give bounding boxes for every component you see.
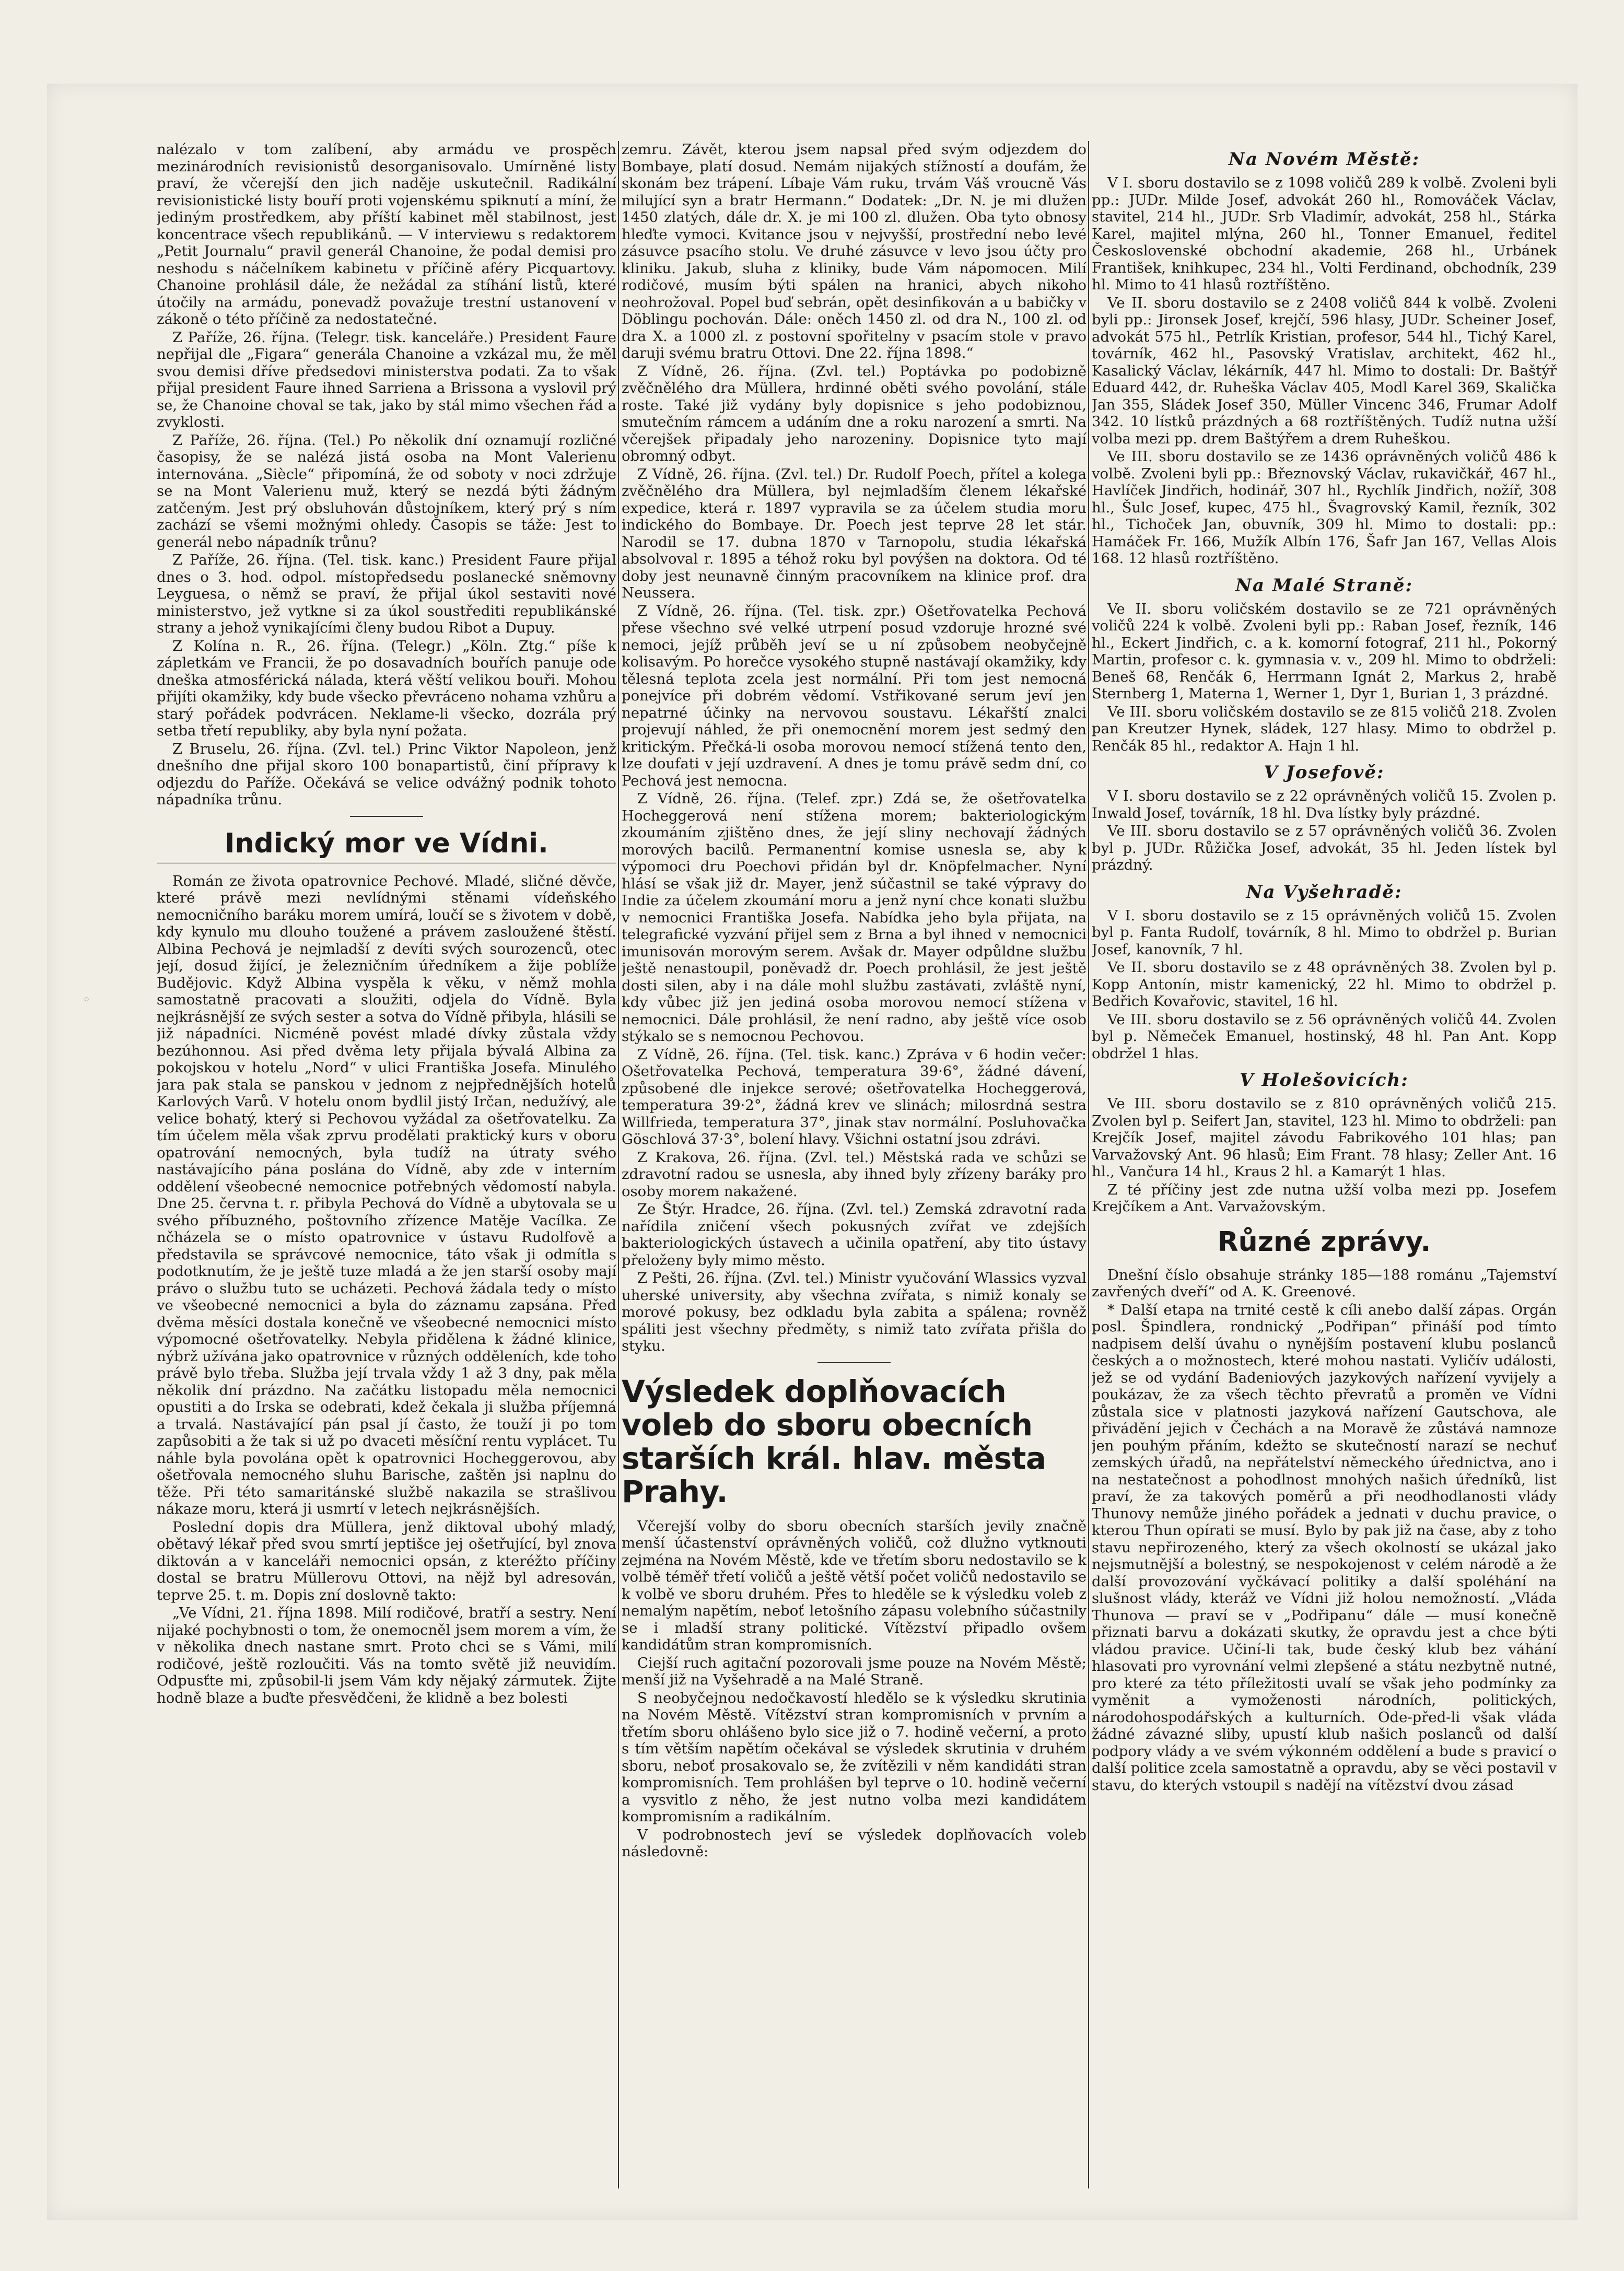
article-paragraph: nalézalo v tom zalíbení, aby armádu ve prospěch mezinárodních revisionistů desorganisovalo. Umírněné listy praví, že včerejší den jich naděje uskutečnil. Radikální revisionistické listy bouří proti vojenskému spiknutí a míní, že jediným prostředkem, aby příští kabinet měl stabilnost, jest koncentrace všech republikánů. — V interviewu s redaktorem „Petit Journalu“ pravil generál Chanoine, že podal demisi pro neshodu s náčelníkem kabinetu v příčině aféry Picquartovy. Chanoine prohlásil dále, že nežádal za stíhání listů, které útočily na armádu, ponevadž považuje trestní ustanovení v zákoně o této příčině za nedostatečné.	[157, 141, 616, 327]
article-paragraph: Ve III. sboru voličském dostavilo se ze 815 voličů 218. Zvolen pan Kreutzer Hynek, sládek, 127 hlasy. Mimo to obdržel p. Renčák 85 hl., redaktor A. Hajn 1 hl.	[1092, 703, 1557, 754]
article-paragraph: „Ve Vídni, 21. října 1898. Milí rodičové, bratří a sestry. Není nijaké pochybnosti o tom, že onemocněl jsem morem a vím, že v několika dnech nastane smrt. Proto chci se s Vámi, milí rodičové, ještě rozloučiti. Vás na tomto světě již neuvidím. Odpusťte mi, způsobil-li jsem Vám kdy nějaký zármutek. Žijte hodně blaze a buďte přesvědčeni, že klidně a bez bolesti	[157, 1605, 616, 1706]
column-rule-2	[1088, 141, 1089, 2188]
article-paragraph: Z Vídně, 26. října. (Tel. tisk. zpr.) Ošetřovatelka Pechová přese všechno své velké utrpení posud vzdoruje hrozné své nemoci, jejíž průběh jeví se u ní způsobem neobyčejně kolisavým. Po horečce vysokého stupně nastávají okamžiky, kdy tělesná teplota zcela jest normální. Při tom jest nemocná ponejvíce při dobrém vědomí. Vstřikované serum jeví jen nepatrné účinky na nervovou soustavu. Lékařští znalci projevují náhled, že při onemocnění morem jest sedmý den kritickým. Přečká-li osoba morovou nemocí stížená tento den, lze doufati v její uzdravení. A dnes je tomu právě sedm dní, co Pechová jest nemocna.	[622, 602, 1086, 789]
subheading-holesovice: V Holešovicích:	[1240, 1070, 1409, 1091]
article-paragraph: Ve III. sboru dostavilo se ze 1436 oprávněných voličů 486 k volbě. Zvoleni byli pp.: Březnovský Václav, rukavičkář, 467 hl., Havlíček Jindřich, hodinář, 307 hl., Rychlík Jindřich, nožíř, 308 hl., Šulc Josef, kupec, 475 hl., Švagrovský Kamil, řezník, 302 hl., Tichoček Jan, obuvník, 309 hl. Mimo to dostali: pp.: Hamáček Fr. 166, Mužík Albín 176, Šafr Jan 167, Vellas Alois 168. 12 hlasů roztříštěno.	[1092, 448, 1557, 567]
section-divider	[350, 816, 423, 817]
article-paragraph: Ve II. sboru voličském dostavilo se ze 721 oprávněných voličů 224 k volbě. Zvoleni byli pp.: Raban Josef, řezník, 146 hl., Eckert Jindřich, c. a k. komorní fotograf, 211 hl., Pokorný Martin, profesor c. k. gymnasia v. v., 209 hl. Mimo to obdrželi: Beneš 68, Renčák 6, Herrmann Ignát 2, Markus 2, hrabě Sternberg 1, Materna 1, Werner 1, Dyr 1, Burian 1, 3 prázdné.	[1092, 600, 1557, 702]
article-paragraph: Ve III. sboru dostavilo se z 810 oprávněných voličů 215. Zvolen byl p. Seifert Jan, stavitel, 123 hl. Mimo to obdrželi: pan Krejčík Josef, majitel závodu Fabrikového 101 hlas; pan Varvažovský Ant. 96 hlasů; Eim Frant. 78 hlasy; Zeller Ant. 16 hl., Vančura 14 hl., Kraus 2 hl. a Kamarýt 1 hlas.	[1092, 1095, 1557, 1180]
article-paragraph: Z Pešti, 26. října. (Zvl. tel.) Ministr vyučování Wlassics vyzval uherské university, aby všechna zvířata, s nimiž konaly se morové pokusy, bez odkladu byla zabita a spálena; rovněž spáliti jest všechny předměty, s nimiž tato zvířata přišla do styku.	[622, 1270, 1086, 1354]
article-paragraph: Z Vídně, 26. října. (Zvl. tel.) Dr. Rudolf Poech, přítel a kolega zvěčnělého dra Müllera, byl nejmladším členem lékařské expedice, která r. 1897 vypravila se za účelem studia moru indického do Bombaye. Dr. Poech jest teprve 28 let stár. Narodil se 17. dubna 1870 v Tarnopolu, studia lékařská absolvoval r. 1895 a téhož roku byl povýšen na doktora. Od té doby jest neunavně činným pracovníkem na klinice prof. dra Neussera.	[622, 465, 1086, 601]
subheading-mala-strana: Na Malé Straně:	[1235, 575, 1413, 596]
article-paragraph: V I. sboru dostavilo se z 22 oprávněných voličů 15. Zvolen p. Inwald Josef, továrník, 18 hl. Dva lístky byly prázdné.	[1092, 788, 1557, 822]
subheading-nove-mesto: Na Novém Městě:	[1228, 149, 1420, 170]
article-paragraph: Z Vídně, 26. října. (Zvl. tel.) Poptávka po podobizně zvěčnělého dra Müllera, hrdinné oběti svého povolání, stále roste. Také již vydány byly dopisnice s jeho podobiznou, smutečním rámcem a udáním dne a roku narození a smrti. Na včerejšek připadaly jeho narozeniny. Dopisnice tyto mají obromný odbyt.	[622, 362, 1086, 464]
article-paragraph: Včerejší volby do sboru obecních starších jevily značně menší účastenství oprávněných voličů, což dlužno vytknouti zejména na Novém Městě, kde ve třetím sboru nedostavilo se k volbě téměř třetí voličů a ještě větší počet voličů nedostavilo se k volbě ve sboru druhém. Přes to hleděle se k výsledku voleb z nemalým napětím, neboť letošního zápasu volebního súčastnily se i mladší strany politické. Vítězství připadlo ovšem kandidátům stran kompromisních.	[622, 1517, 1086, 1653]
article-paragraph: Z Krakova, 26. října. (Zvl. tel.) Městská rada ve schůzi se zdravotní radou se usnesla, aby ihned byly zřízeny baráky pro osoby morem nakažené.	[622, 1149, 1086, 1200]
article-paragraph: S neobyčejnou nedočkavostí hledělo se k výsledku skrutinia na Novém Městě. Vítězství stran kompromisních v prvním a třetím sboru ohlášeno bylo sice již o 7. hodině večerní, a proto s tím větším napětím očekával se výsledek skrutinia v druhém sboru, neboť prosakovalo se, že zvítězili v něm kandidáti stran kompromisních. Tem prohlášen byl teprve o 10. hodině večerní a vysvitlo z něho, že jest nutno volba mezi kandidátem kompromisním a radikálním.	[622, 1689, 1086, 1825]
article-paragraph: Román ze života opatrovnice Pechové. Mladé, sličné děvče, které právě mezi nevlídnými stěnami vídeňského nemocničního baráku morem umírá, loučí se s životem v době, kdy kynulo mu dlouho toužené a právem zasloužené štěstí. Albina Pechová je nejmladší z devíti svých sourozenců, otec její, dosud žijící, je železničním úředníkem a žije poblíže Budějovic. Když Albina vyspěla k věku, v němž mohla samostatně pracovati a sloužiti, odjela do Vídně. Byla nejkrásnější ze svých sester a sotva do Vídně přibyla, hlásili se již nápadníci. Nicméně povést mladé dívky zůstala vždy bezúhonnou. Asi před dvěma lety přijala bývalá Albina za pokojskou v hotelu „Nord“ v ulici Františka Josefa. Minulého jara pak stala se panskou v jednom z nejpřednějších hotelů Karlových Varů. V hotelu onom bydlil jistý Irčan, nedužívý, ale velice bohatý, který si Pechovou vyžádal za ošetřovatelku. Za tím účelem měla však zprvu prodělati praktický kurs v oboru opatrování nemocných, byla tudíž na útraty svého nastávajícího pána poslána do Vídně, aby zde v interním oddělení všeobecné nemocnice potřebných vědomostí nabyla. Dne 25. června t. r. přibyla Pechová do Vídně a ubytovala se u svého příbuzného, poštovního zřízence Matěje Vacílka. Ze nčházela se o místo opatrovnice v ústavu Rudolfově a představila se správcové nemocnice, táto však ji odmítla s podotknutím, že je ještě tuze mladá a že jen starší osoby mají právo o službu tuto se ucházeti. Pechová žádala tedy o místo ve všeobecné nemocnici a byla do záznamu zapsána. Před dvěma měsíci dostala konečně ve všeobecné nemocnici místo výpomocné ošetřovatelky. Nebyla přidělena k žádné klinice, nýbrž užívána jako opatrovnice v různých odděleních, kde toho právě bylo třeba. Služba její trvala vždy 1 až 3 dny, pak měla několik dní prázdno. Na začátku listopadu měla nemocnici opustiti a do Irska se odebrati, kdež čekala ji služba příjemná a trvalá. Nastávající pán psal jí často, že touží ji po tom zapůsobiti a že tak si už po dvaceti měsíční rentu vyplácet. Tu náhle byla povolána opět k opatrovnici Hocheggerovou, aby ošetřovala nemocného sluhu Barische, zaštěn jsi naplnu do těže. Při této samaritánské službě nakazila se strašlivou nákaze moru, která ji usmrtí v letech nejkrásnějších.	[157, 872, 616, 1517]
article-paragraph: Z Paříže, 26. října. (Tel. tisk. kanc.) President Faure přijal dnes o 3. hod. odpol. místopředsedu poslanecké sněmovny Leyguesa, o němž se praví, že přijal úkol sestaviti nové ministerstvo, jež vytkne si za úkol soustřediti republikánské strany a jehož vynikajícími členy budou Ribot a Dupuy.	[157, 552, 616, 636]
article-paragraph: Ze Štýr. Hradce, 26. října. (Zvl. tel.) Zemská zdravotní rada nařídila zničení všech pokusných zvířat ve zdejších bakteriologických ústavech a učinila opatření, aby tito ústavy přeloženy byly mimo město.	[622, 1201, 1086, 1269]
article-paragraph: V I. sboru dostavilo se z 15 oprávněných voličů 15. Zvolen byl p. Fanta Rudolf, továrník, 8 hl. Mimo to obdržel p. Burian Josef, kanovník, 7 hl.	[1092, 907, 1557, 958]
article-paragraph: V podrobnostech jeví se výsledek doplňovacích voleb následovně:	[622, 1826, 1086, 1860]
article-paragraph: Z Vídně, 26. října. (Telef. zpr.) Zdá se, že ošetřovatelka Hocheggerová není stížena morem; bakteriologickým zkoumáním zjištěno dnes, že její sliny nechovají žádných morových bacilů. Permanentní komise usnesla se, aby k výpomoci dru Poechovi přidán byl dr. Knöpfelmacher. Nyní hlásí se však již dr. Mayer, jenž súčastnil se také výpravy do Indie za účelem zkoumání moru a jenž nyní chce konati službu v nemocnici Františka Josefa. Nabídka jeho byla přijata, na telegrafické vyzvání přijel sem z Brna a byl ihned v nemocnici imunisován morovým serem. Avšak dr. Mayer odpůldne službu ještě nenastoupil, poněvadž dr. Poech prohlásil, že jest ještě dosti silen, aby i na dále mohl službu zastávati, zvláště nyní, kdy vůbec již jen jediná osoba morovou nemocí stížena v nemocnici. Dále prohlásil, že není radno, aby ještě více osob stýkalo se s nemocnou Pechovou.	[622, 790, 1086, 1045]
column-3	[1092, 141, 1557, 2209]
subheading-vysehrad: Na Vyšehradě:	[1246, 881, 1403, 903]
column-1	[157, 141, 616, 2209]
article-paragraph: Z Vídně, 26. října. (Tel. tisk. kanc.) Zpráva v 6 hodin večer: Ošetřovatelka Pechová, temperatura 39·6°, žádné dávení, způsobené dle injekce serové; ošetřovatelka Hocheggerová, temperatura 39·2°, žádná krev ve slinách; milosrdná sestra Willfrieda, temperatura 37°, jinak stav normální. Posluhovačka Göschlová 37·3°, bolení hlavy. Všichni ostatní jsou zdrávi.	[622, 1046, 1086, 1148]
column-2	[622, 141, 1086, 2209]
margin-mark: ◦	[83, 992, 91, 1008]
article-paragraph: Z Paříže, 26. října. (Telegr. tisk. kanceláře.) President Faure nepřijal dle „Figara“ generála Chanoine a vzkázal mu, že měl svou demisi dříve předsedovi ministerstva podati. Za to však přijal president Faure ihned Sarriena a Brissona a vyslovil prý se, že Chanoine choval se tak, jako by stál mimo všechen řád a zvyklosti.	[157, 329, 616, 430]
column-rule-1	[618, 141, 619, 2188]
headline-vysledek-voleb: Výsledek doplňovacích voleb do sboru obecních starších král. hlav. města Prahy.	[622, 1373, 1046, 1509]
article-paragraph: Z Paříže, 26. října. (Tel.) Po několik dní oznamují rozličné časopisy, že se nalézá jistá osoba na Mont Valerienu internována. „Siècle“ připomíná, že od soboty v noci zdržuje se na Mont Valerienu muž, který se nezdá býti žádným zatčeným. Jest prý obsluhován důstojníkem, který prý s ním zachází se všemi možnými ohledy. Časopis se táže: Jest to generál nebo nápadník trůnu?	[157, 431, 616, 551]
article-paragraph: Z Bruselu, 26. října. (Zvl. tel.) Princ Viktor Napoleon, jenž dnešního dne přijal skoro 100 bonapartistů, činí přípravy k odjezdu do Paříže. Očekává se velice odvážný podnik tohoto nápadníka trůnu.	[157, 740, 616, 808]
article-paragraph: zemru. Závět, kterou jsem napsal před svým odjezdem do Bombaye, platí dosud. Nemám nijakých stížností a doufám, že skonám bez trápení. Líbaje Vám ruku, trvám Váš vroucně Vás milující syn a bratr Hermann.“ Dodatek: „Dr. N. je mi dlužen 1450 zlatých, dále dr. X. je mi 100 zl. dlužen. Oba tyto obnosy hleďte vymoci. Kvitance jsou v nejvyšší, prostřední nebo levé zásuvce psacího stolu. Ve druhé zásuvce v levo jsou účty pro kliniku. Jakub, sluha z kliniky, bude Vám nápomocen. Milí rodičové, musím býti spálen na hranici, abych nikoho neohrožoval. Popel buď sebrán, opět desinfikován a u babičky v Döblingu pochován. Dále: oněch 1450 zl. od dra N., 100 zl. od dra X. a 1000 zl. z postovní spořitelny v psacím stole v pravo daruji svému bratru Ottovi. Dne 22. října 1898.“	[622, 141, 1086, 361]
article-paragraph: Ve II. sboru dostavilo se z 48 oprávněných 38. Zvolen byl p. Kopp Antonín, mistr kamenický, 22 hl. Mimo to obdržel p. Bedřich Kovařovic, stavitel, 16 hl.	[1092, 959, 1557, 1010]
subheading-josefov: V Josefově:	[1264, 762, 1385, 783]
article-paragraph: Z té příčiny jest zde nutna užší volba mezi pp. Josefem Krejčíkem a Ant. Varvažovským.	[1092, 1181, 1557, 1215]
article-paragraph: Poslední dopis dra Müllera, jenž diktoval ubohý mladý, obětavý lékař před svou smrtí jeptišce jej ošetřující, byl znova diktován a v kanceláři nemocnici opsán, z kteréžto příčiny dostal se bratru Müllerovu Ottovi, na nějž byl adresován, teprve 25. t. m. Dopis zní doslovně takto:	[157, 1518, 616, 1603]
headline-indicky-mor: Indický mor ve Vídni.	[157, 828, 616, 863]
article-paragraph: * Další etapa na trnité cestě k cíli anebo další zápas. Orgán posl. Špindlera, rondnický „Podřipan“ přináší pod tímto nadpisem delší úvahu o nynějším postavení klubu poslanců českých a o možnostech, které mohou nastati. Vyličív události, jež se od vydání Badeniových jazykových nařízení vyvijely a poukázav, že za všech těchto převratů a proměn ve Vídni zůstala sice v platnosti jazyková nařízení Gautschova, ale přivádění jejich v Čechách a na Moravě že zůstává namnoze jen pouhým přáním, kdežto se skutečností narazí se nechuť zemských úřadů, na nepřátelství německého úřednictva, ano i na nestatečnost a pohodlnost mnohých našich úředníků, list praví, že za takových poměrů a při neodhodlanosti vlády Thunovy nemůže jiného pořádek a jednati v duchu pravice, o kterou Thun opírati se musí. Bylo by pak již na čase, aby z toho stavu nepřirozeného, který za všech okolností se ukázal jako nejsmutnější a bolestný, se nespokojenost v celém národě a že další provozování vyčkávací politiky a další spoléhání na slušnost vlády, kteráž ve Vídni již holou nemožností. „Vláda Thunova — praví se v „Podřipanu“ dále — musí konečně přiznati barvu a dokázati skutky, že opravdu jest a chce býti vládou pravice. Učiní-li tak, bude český klub bez váhání hlasovati pro vyrovnání velmi zlepšené a státu nezbytně nutné, pro které za této příležitosti uvalí se však jeho podmínky za vyměnit a vymoženosti národních, politických, národohospodářských a kulturních. Ode-před-li však vláda žádné závazné sliby, upustí klub našich poslanců od další podpory vlády a ve svém výkonném oddělení a bude s pravicí o další politice zcela samostatně a opravdu, aby se věci postavil v stavu, do kterých vstoupil s nadějí na vítězství dvou zásad	[1092, 1301, 1557, 1794]
article-paragraph: Ve III. sboru dostavilo se z 56 oprávněných voličů 44. Zvolen byl p. Němeček Emanuel, hostinský, 48 hl. Pan Ant. Kopp obdržel 1 hlas.	[1092, 1011, 1557, 1062]
article-paragraph: V I. sboru dostavilo se z 1098 voličů 289 k volbě. Zvoleni byli pp.: JUDr. Milde Josef, advokát 260 hl., Romováček Václav, stavitel, 214 hl., JUDr. Srb Vladimír, advokát, 258 hl., Stárka Karel, majitel mlýna, 260 hl., Tonner Emanuel, ředitel Československé obchodní akademie, 268 hl., Urbánek František, knihkupec, 234 hl., Volti Ferdinand, obchodník, 239 hl. Mimo to 41 hlasů roztříštěno.	[1092, 174, 1557, 293]
section-divider	[817, 1362, 891, 1363]
article-paragraph: Ve II. sboru dostavilo se z 2408 voličů 844 k volbě. Zvoleni byli pp.: Jironsek Josef, krejčí, 596 hlasy, JUDr. Scheiner Josef, advokát 575 hl., Petrlík Kristian, profesor, 544 hl., Tichý Karel, továrník, 462 hl., Pasovský Vratislav, architekt, 462 hl., Kasalický Václav, lékárník, 447 hl. Mimo to dostali: Dr. Baštýř Eduard 442, dr. Ruheška Václav 405, Modl Karel 369, Skalička Jan 355, Sládek Josef 350, Müller Vincenc 346, Frumar Adolf 342. 10 lístků prázdných a 68 roztříštěných. Tudíž nutna užší volba mezi pp. drem Baštýřem a drem Ruheškou.	[1092, 294, 1557, 447]
article-paragraph: Ciejší ruch agitační pozorovali jsme pouze na Novém Městě; menší již na Vyšehradě a na Malé Straně.	[622, 1654, 1086, 1688]
article-paragraph: Dnešní číslo obsahuje stránky 185—188 románu „Tajemství zavřených dveří“ od A. K. Greenové.	[1092, 1266, 1557, 1300]
article-paragraph: Ve III. sboru dostavilo se z 57 oprávněných voličů 36. Zvolen byl p. JUDr. Růžička Josef, advokát, 35 hl. Jeden lístek byl prázdný.	[1092, 823, 1557, 873]
article-paragraph: Z Kolína n. R., 26. října. (Telegr.) „Köln. Ztg.“ píše k zápletkám ve Francii, že po dosavadních bouřích panuje ode dneška atmosférická nálada, která věští velikou bouři. Mohou přijíti okamžiky, kdy bude všecko převráceno nohama vzhůru a starý pořádek podvrácen. Neklame-li všecko, dozrála prý setba třetí republiky, aby byla nyní požata.	[157, 637, 616, 739]
headline-ruzne-zpravy: Různé zprávy.	[1217, 1226, 1431, 1258]
